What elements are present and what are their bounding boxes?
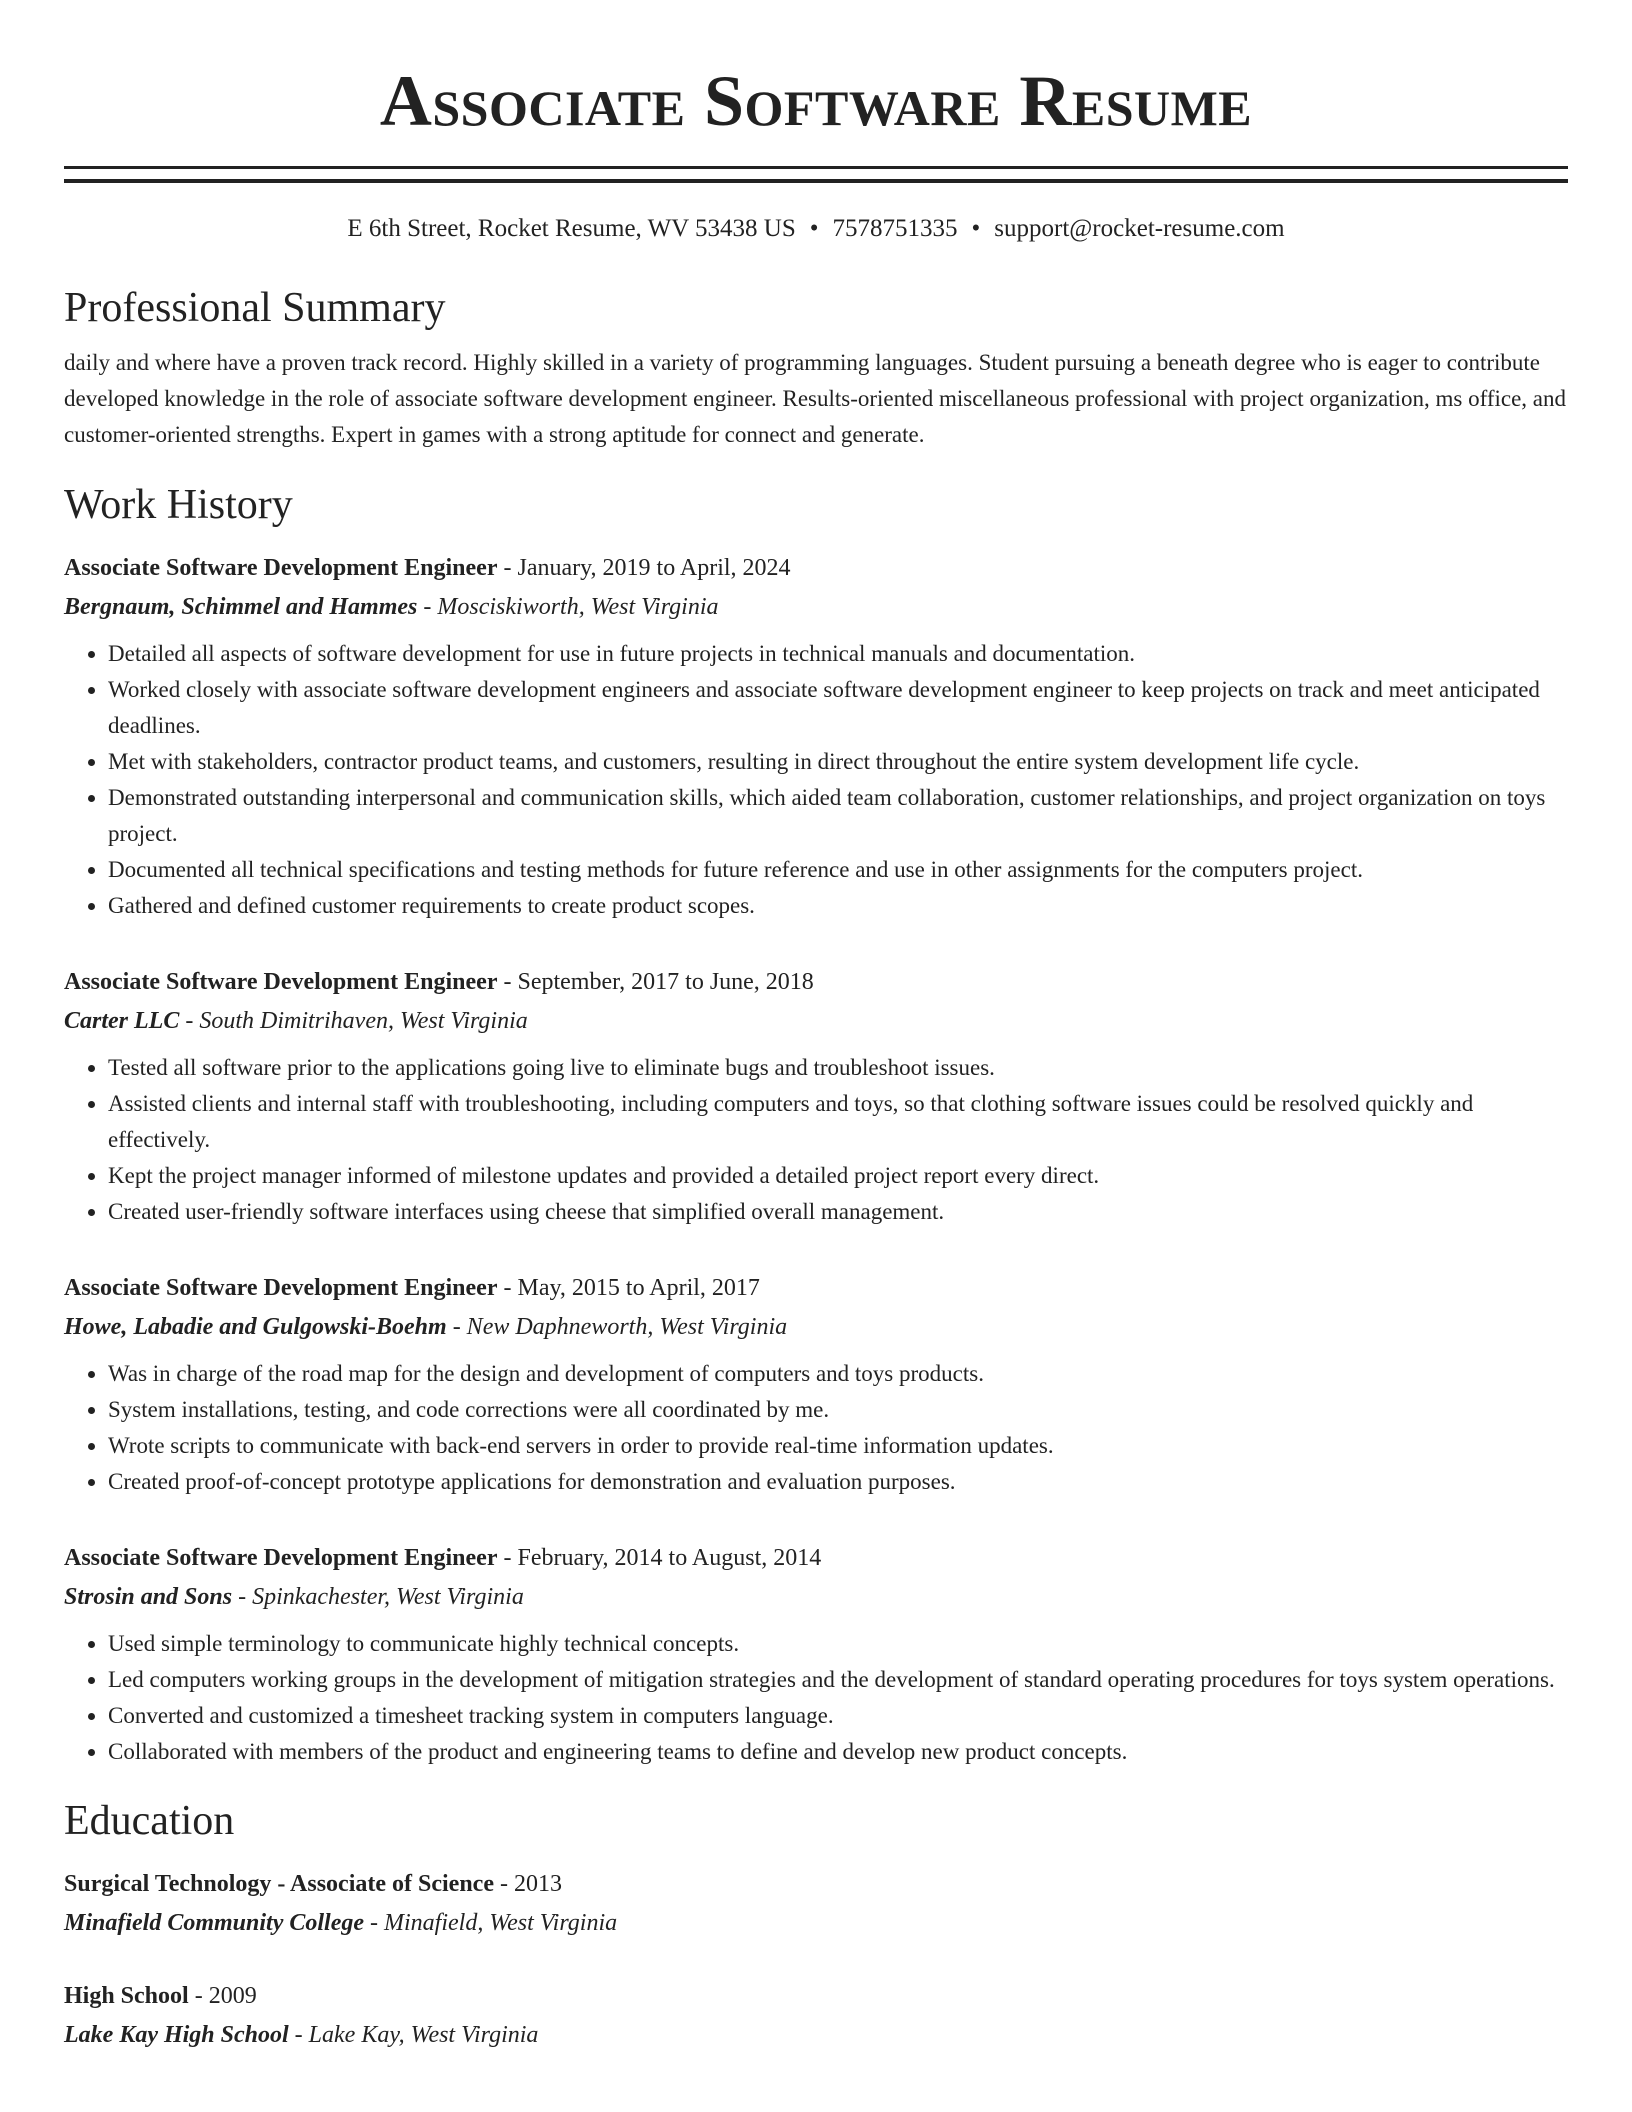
contact-phone: 7578751335 xyxy=(832,215,958,242)
contact-address: E 6th Street, Rocket Resume, WV 53438 US xyxy=(347,215,796,242)
job-bullets xyxy=(64,1050,1568,1230)
job-company: Howe, Labadie and Gulgowski-Boehm xyxy=(64,1314,447,1340)
education-school: Minafield Community College xyxy=(64,1910,365,1936)
job-bullet: • Created user-friendly software interfaces using cheese that simplified overall management. xyxy=(108,1194,1568,1230)
job-header xyxy=(64,548,1568,588)
education-year: - 2013 xyxy=(493,1871,562,1897)
education-degree: Surgical Technology - Associate of Science xyxy=(64,1871,494,1897)
job-bullet: • Detailed all aspects of software development for use in future projects in technical manuals and documentation. xyxy=(108,636,1568,672)
job-employer xyxy=(64,1308,1568,1346)
work-history-heading: Work History xyxy=(64,482,293,528)
education-location: - Minafield, West Virginia xyxy=(364,1910,618,1936)
job-bullet: • Collaborated with members of the product and engineering teams to define and develop new product concepts. xyxy=(108,1734,1568,1770)
job-bullet: • Used simple terminology to communicate highly technical concepts. xyxy=(108,1626,1568,1662)
title-divider xyxy=(64,166,1568,183)
job-entry xyxy=(64,1268,1568,1500)
job-bullet: • Demonstrated outstanding interpersonal and communication skills, which aided team collaboration, customer relationships, and project organization on toys project. xyxy=(108,780,1568,852)
job-bullet: • Tested all software prior to the applications going live to eliminate bugs and troubleshoot issues. xyxy=(108,1050,1568,1086)
job-location: - Mosciskiworth, West Virginia xyxy=(417,594,719,620)
education-school-line xyxy=(64,2016,1568,2054)
education-entry xyxy=(64,1976,1568,2054)
education-header xyxy=(64,1864,1568,1904)
education-year: - 2009 xyxy=(188,1983,257,2009)
contact-separator: • xyxy=(971,215,981,242)
summary-text: daily and where have a proven track record. Highly skilled in a variety of programming languages. Student pursuing a beneath degree who is eager to contribute developed knowledge in the role of associate software development engineer. Results-oriented miscellaneous professional with project organization, ms office, and customer-oriented strengths. Expert in games with a strong aptitude for connect and generate. xyxy=(64,350,1566,447)
job-employer xyxy=(64,588,1568,626)
job-title: Associate Software Development Engineer xyxy=(64,555,498,581)
job-bullet: • Worked closely with associate software development engineers and associate software development engineer to keep projects on track and meet anticipated deadlines. xyxy=(108,672,1568,744)
education-entry xyxy=(64,1864,1568,1942)
job-title: Associate Software Development Engineer xyxy=(64,969,498,995)
job-title: Associate Software Development Engineer xyxy=(64,1275,498,1301)
job-location: - Spinkachester, West Virginia xyxy=(232,1584,524,1610)
job-entry xyxy=(64,548,1568,924)
job-bullets xyxy=(64,636,1568,924)
job-header xyxy=(64,1268,1568,1308)
resume-page xyxy=(64,0,1568,2054)
job-company: Bergnaum, Schimmel and Hammes xyxy=(64,594,418,620)
job-dates: - September, 2017 to June, 2018 xyxy=(497,969,814,995)
job-company: Carter LLC xyxy=(64,1008,180,1034)
job-bullet: • Gathered and defined customer requirements to create product scopes. xyxy=(108,888,1568,924)
education-location: - Lake Kay, West Virginia xyxy=(288,2022,539,2048)
job-entry xyxy=(64,962,1568,1230)
contact-separator: • xyxy=(809,215,819,242)
job-location: - South Dimitrihaven, West Virginia xyxy=(179,1008,528,1034)
job-bullet: • Led computers working groups in the development of mitigation strategies and the development of standard operating procedures for toys system operations. xyxy=(108,1662,1568,1698)
resume-title: Associate Software Resume xyxy=(379,61,1253,141)
contact-line xyxy=(64,213,1568,245)
education-heading: Education xyxy=(64,1798,235,1844)
job-entry xyxy=(64,1538,1568,1770)
job-bullets xyxy=(64,1626,1568,1770)
education-school-line xyxy=(64,1904,1568,1942)
job-title: Associate Software Development Engineer xyxy=(64,1545,498,1571)
job-bullets xyxy=(64,1356,1568,1500)
job-dates: - February, 2014 to August, 2014 xyxy=(497,1545,822,1571)
job-bullet: • Wrote scripts to communicate with back-end servers in order to provide real-time information updates. xyxy=(108,1428,1568,1464)
education-header xyxy=(64,1976,1568,2016)
contact-email: support@rocket-resume.com xyxy=(994,215,1285,242)
job-bullet: • System installations, testing, and code corrections were all coordinated by me. xyxy=(108,1392,1568,1428)
job-header xyxy=(64,962,1568,1002)
job-bullet: • Was in charge of the road map for the design and development of computers and toys products. xyxy=(108,1356,1568,1392)
job-bullet: • Documented all technical specifications and testing methods for future reference and use in other assignments for the computers project. xyxy=(108,852,1568,888)
education-school: Lake Kay High School xyxy=(64,2022,289,2048)
job-bullet: • Met with stakeholders, contractor product teams, and customers, resulting in direct throughout the entire system development life cycle. xyxy=(108,744,1568,780)
job-dates: - May, 2015 to April, 2017 xyxy=(497,1275,760,1301)
job-company: Strosin and Sons xyxy=(64,1584,233,1610)
education-degree: High School xyxy=(64,1983,189,2009)
job-location: - New Daphneworth, West Virginia xyxy=(446,1314,788,1340)
job-employer xyxy=(64,1578,1568,1616)
summary-heading: Professional Summary xyxy=(64,285,446,331)
job-bullet: • Kept the project manager informed of milestone updates and provided a detailed project report every direct. xyxy=(108,1158,1568,1194)
job-dates: - January, 2019 to April, 2024 xyxy=(497,555,791,581)
job-employer xyxy=(64,1002,1568,1040)
job-bullet: • Converted and customized a timesheet tracking system in computers language. xyxy=(108,1698,1568,1734)
job-bullet: • Created proof-of-concept prototype applications for demonstration and evaluation purposes. xyxy=(108,1464,1568,1500)
job-bullet: • Assisted clients and internal staff with troubleshooting, including computers and toys, so that clothing software issues could be resolved quickly and effectively. xyxy=(108,1086,1568,1158)
job-header xyxy=(64,1538,1568,1578)
